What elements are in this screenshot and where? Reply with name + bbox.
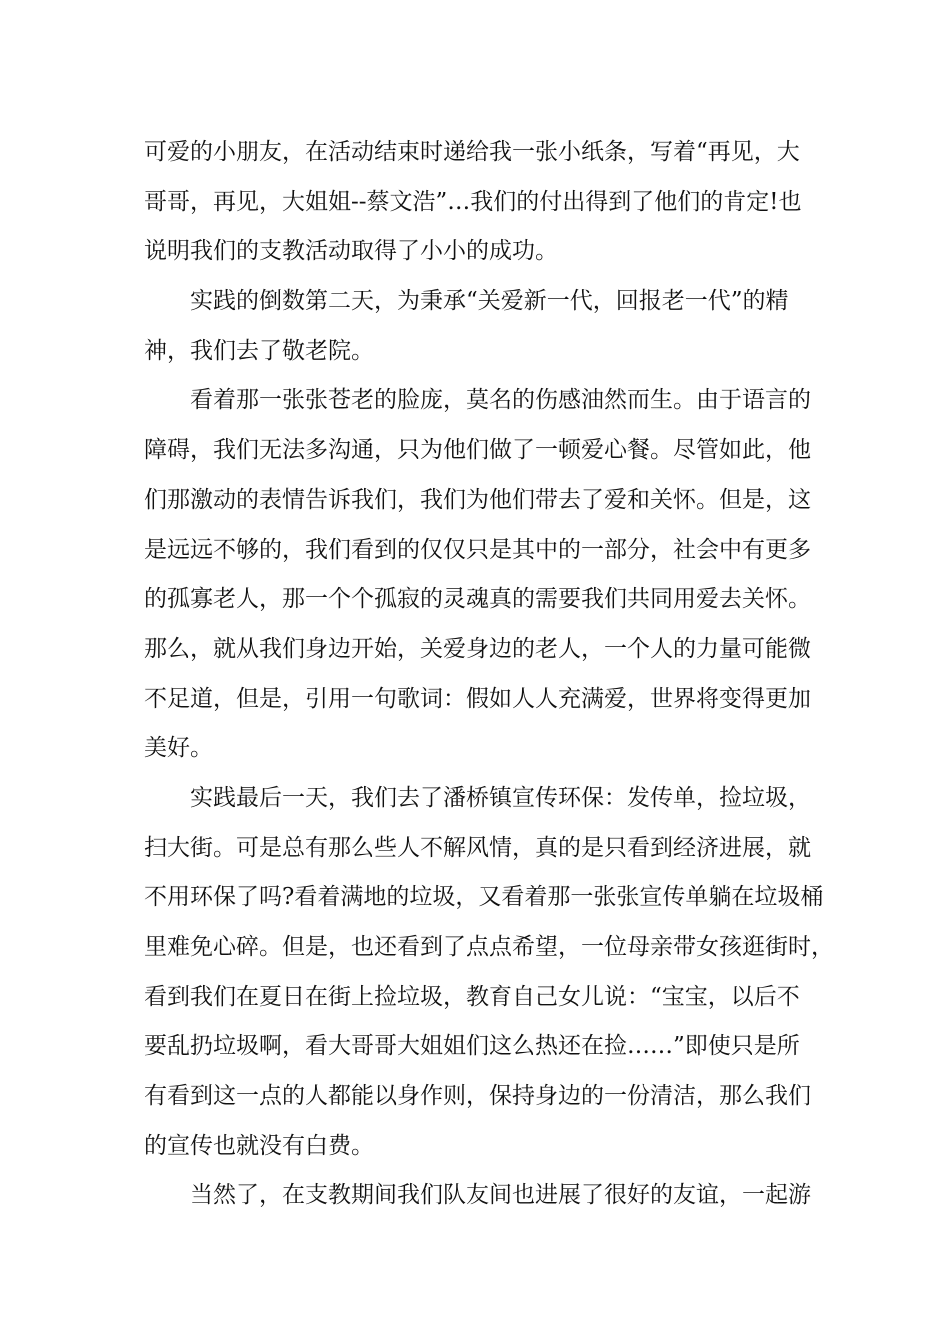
text-line: 那么，就从我们身边开始，关爱身边的老人，一个人的力量可能微 (144, 635, 811, 662)
text-line: 要乱扔垃圾啊，看大哥哥大姐姐们这么热还在捡……”即使只是所 (144, 1033, 800, 1060)
text-line: 们那激动的表情告诉我们，我们为他们带去了爱和关怀。但是，这 (144, 486, 811, 513)
text-line: 看到我们在夏日在街上捡垃圾，教育自己女儿说：“宝宝，以后不 (144, 983, 800, 1010)
text-line: 神，我们去了敬老院。 (144, 337, 374, 364)
text-line: 可爱的小朋友，在活动结束时递给我一张小纸条，写着“再见，大 (144, 139, 800, 165)
text-line: 不用环保了吗?看着满地的垃圾，又看着那一张张宣传单躺在垃圾桶 (144, 884, 824, 911)
text-line: 看着那一张张苍老的脸庞，莫名的伤感油然而生。由于语言的 (190, 387, 811, 414)
text-line: 的孤寡老人，那一个个孤寂的灵魂真的需要我们共同用爱去关怀。 (144, 586, 811, 613)
document-body (144, 128, 834, 1221)
text-line: 扫大街。可是总有那么些人不解风情，真的是只看到经济进展，就 (144, 834, 811, 861)
text-line: 美好。 (144, 735, 213, 762)
text-line: 实践最后一天，我们去了潘桥镇宣传环保：发传单，捡垃圾， (190, 784, 811, 811)
text-line: 有看到这一点的人都能以身作则，保持身边的一份清洁，那么我们 (144, 1083, 811, 1110)
text-line: 是远远不够的，我们看到的仅仅只是其中的一部分，社会中有更多 (144, 536, 811, 563)
text-line: 说明我们的支教活动取得了小小的成功。 (144, 238, 558, 265)
text-line: 当然了，在支教期间我们队友间也进展了很好的友谊，一起游 (190, 1182, 811, 1209)
text-line: 的宣传也就没有白费。 (144, 1132, 374, 1159)
text-line: 哥哥，再见，大姐姐--蔡文浩”…我们的付出得到了他们的肯定!也 (144, 188, 802, 215)
text-line: 实践的倒数第二天，为秉承“关爱新一代，回报老一代”的精 (190, 288, 789, 315)
text-line: 里难免心碎。但是，也还看到了点点希望，一位母亲带女孩逛街时， (144, 934, 834, 960)
text-line: 不足道，但是，引用一句歌词：假如人人充满爱，世界将变得更加 (144, 685, 811, 712)
text-line: 障碍，我们无法多沟通，只为他们做了一顿爱心餐。尽管如此，他 (144, 437, 811, 464)
